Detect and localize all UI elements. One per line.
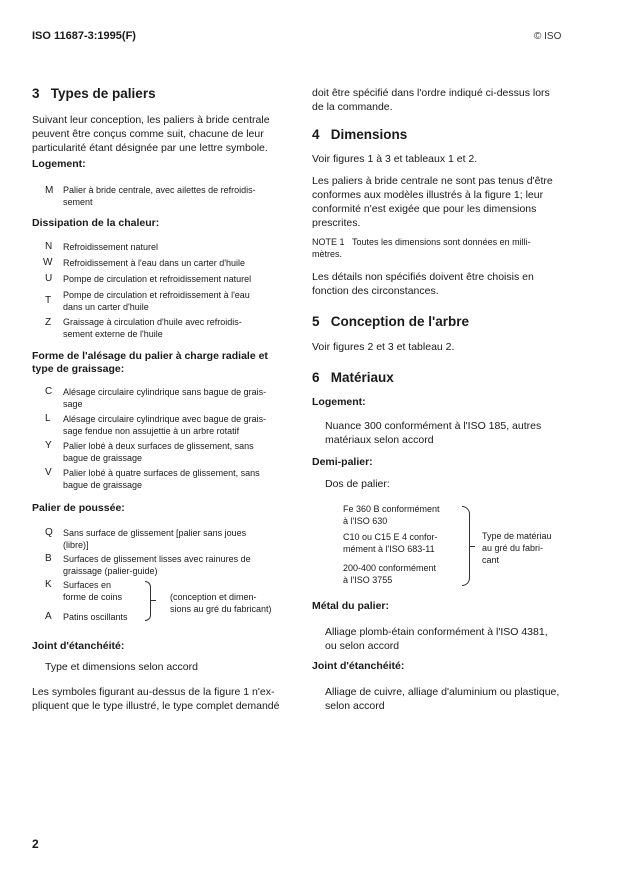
- document-id: ISO 11687-3:1995(F): [32, 30, 136, 42]
- material-item: C10 ou C15 E 4 confor- mément à l'ISO 683-11: [343, 532, 438, 554]
- section-4-title: 4 Dimensions: [312, 127, 408, 142]
- item-letter: L: [45, 413, 51, 424]
- materials-brace-tick: [469, 546, 475, 547]
- list-item: Alésage circulaire cylindrique sans bague de grais- sage: [63, 387, 267, 409]
- materials-note: Type de matériau au gré du fabri- cant: [482, 531, 552, 565]
- item-letter: C: [45, 386, 53, 397]
- item-letter: M: [45, 185, 54, 196]
- note-1: NOTE 1 Toutes les dimensions sont données en milli- mètres.: [312, 237, 531, 259]
- item-letter: A: [45, 611, 52, 622]
- logement-heading: Logement:: [32, 158, 86, 170]
- continuation-text: doit être spécifié dans l'ordre indiqué ci-dessus lors de la commande.: [312, 87, 550, 113]
- list-item: Refroidissement naturel: [63, 242, 159, 252]
- section-5-p1: Voir figures 2 et 3 et tableau 2.: [312, 341, 455, 353]
- list-item: Graissage à circulation d'huile avec refroidis- sement externe de l'huile: [63, 317, 242, 339]
- material-item: 200-400 conformément à l'ISO 3755: [343, 563, 437, 585]
- item-letter: B: [45, 553, 52, 564]
- dos-de-palier: Dos de palier:: [325, 478, 390, 490]
- list-item: Palier à bride centrale, avec ailettes de refroidis- sement: [63, 185, 256, 207]
- item-letter: N: [45, 241, 53, 252]
- item-letter: W: [43, 257, 53, 268]
- list-item: Surfaces en forme de coins: [63, 580, 123, 602]
- section-3-intro: Suivant leur conception, les paliers à bride centrale peuvent être conçus comme suit, chacune de leur particularité étant désignée par une lettre symbole.: [32, 114, 270, 154]
- dissipation-heading: Dissipation de la chaleur:: [32, 217, 160, 229]
- section-4-p1: Voir figures 1 à 3 et tableaux 1 et 2.: [312, 153, 478, 165]
- poussee-brace: [145, 581, 151, 621]
- list-item: Alésage circulaire cylindrique avec bague de grais- sage fendue non assujettie à un arbre rotatif: [63, 414, 267, 436]
- poussee-heading: Palier de poussée:: [32, 502, 125, 514]
- forme-heading: Forme de l'alésage du palier à charge radiale et type de graissage:: [32, 350, 268, 375]
- item-letter: U: [45, 273, 53, 284]
- joint-heading: Joint d'étanchéité:: [32, 640, 125, 652]
- list-item: Palier lobé à deux surfaces de glissement, sans bague de graissage: [63, 441, 254, 463]
- section-6-title: 6 Matériaux: [312, 370, 394, 385]
- list-item: Surfaces de glissement lisses avec rainures de graissage (palier-guide): [63, 554, 251, 576]
- section-4-p3: Les détails non spécifiés doivent être choisis en fonction des circonstances.: [312, 271, 534, 297]
- poussee-brace-tick: [150, 600, 156, 601]
- joint-materials-heading: Joint d'étanchéité:: [312, 660, 405, 672]
- closing-paragraph: Les symboles figurant au-dessus de la figure 1 n'ex- pliquent que le type illustré, le type complet demandé: [32, 686, 280, 712]
- list-item: Refroidissement à l'eau dans un carter d'huile: [63, 258, 246, 268]
- list-item: Patins oscillants: [63, 612, 128, 622]
- poussee-brace-note: (conception et dimen- sions au gré du fabricant): [170, 592, 272, 614]
- section-3-title: 3 Types de paliers: [32, 86, 156, 101]
- logement-materials-heading: Logement:: [312, 396, 366, 408]
- logement-materials-text: Nuance 300 conformément à l'ISO 185, autres matériaux selon accord: [325, 420, 542, 446]
- list-item: Sans surface de glissement [palier sans joues (libre)]: [63, 528, 247, 550]
- item-letter: K: [45, 579, 52, 590]
- list-item: Pompe de circulation et refroidissement naturel: [63, 274, 252, 284]
- list-item: Palier lobé à quatre surfaces de glissement, sans bague de graissage: [63, 468, 260, 490]
- section-4-p2: Les paliers à bride centrale ne sont pas tenus d'être conformes aux modèles illustrés à la figure 1; leur conformité n'est exigée que pour les dimensions prescrites.: [312, 175, 553, 229]
- joint-text: Type et dimensions selon accord: [45, 661, 198, 673]
- list-item: Pompe de circulation et refroidissement à l'eau dans un carter d'huile: [63, 290, 250, 312]
- item-letter: Q: [45, 527, 53, 538]
- page-number: 2: [32, 837, 39, 851]
- item-letter: Z: [45, 317, 52, 328]
- demi-palier-heading: Demi-palier:: [312, 456, 373, 468]
- material-item: Fe 360 B conformément à l'ISO 630: [343, 504, 440, 526]
- item-letter: T: [45, 295, 52, 306]
- metal-heading: Métal du palier:: [312, 600, 390, 612]
- item-letter: Y: [45, 440, 52, 451]
- metal-text: Alliage plomb-étain conformément à l'ISO 4381, ou selon accord: [325, 626, 548, 652]
- section-5-title: 5 Conception de l'arbre: [312, 314, 470, 329]
- joint-materials-text: Alliage de cuivre, alliage d'aluminium ou plastique, selon accord: [325, 686, 560, 712]
- copyright: © ISO: [534, 31, 562, 42]
- item-letter: V: [45, 467, 52, 478]
